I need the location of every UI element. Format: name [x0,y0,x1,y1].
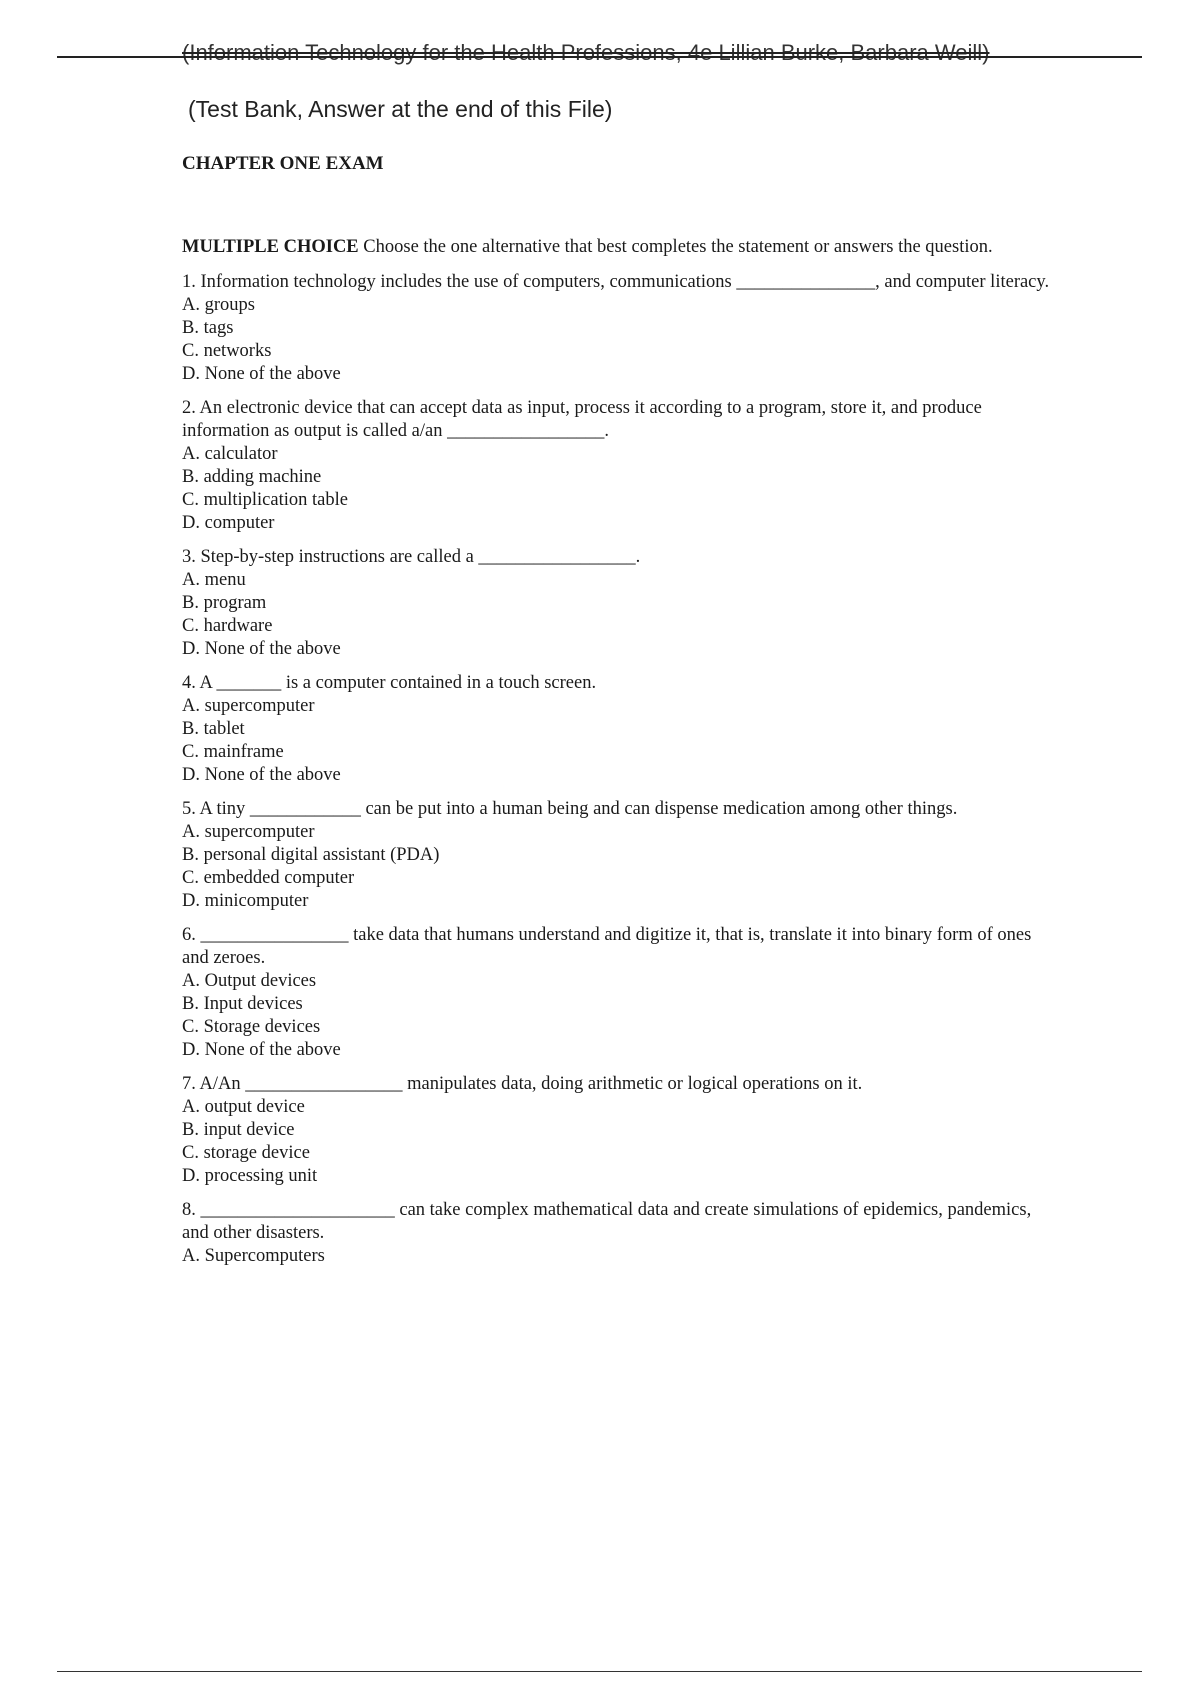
answer-option: B. personal digital assistant (PDA) [182,845,440,865]
answer-option: A. Output devices [182,971,317,991]
question [182,672,1052,787]
instructions [182,236,1052,259]
bottom-divider [57,1671,1142,1672]
answer-options [182,443,1052,535]
answer-option: D. None of the above [182,765,341,785]
question [182,1073,1052,1188]
test-bank-subtitle: (Test Bank, Answer at the end of this File) [188,96,613,122]
question [182,271,1052,386]
answer-option: C. multiplication table [182,490,348,510]
top-divider [57,56,1142,58]
question [182,1199,1052,1268]
question [182,798,1052,913]
answer-option: D. processing unit [182,1166,318,1186]
answer-option: B. adding machine [182,467,322,487]
answer-options [182,970,1052,1062]
answer-option: D. None of the above [182,639,341,659]
multiple-choice-label: MULTIPLE CHOICE [182,237,359,257]
answer-option: A. menu [182,570,246,590]
answer-options [182,1096,1052,1188]
source-citation: (Information Technology for the Health Professions, 4e Lillian Burke, Barbara Weill) [182,40,990,65]
question-stem: 2. An electronic device that can accept data as input, process it according to a program, store it, and produce information as output is called a/an _________________. [182,398,982,441]
question [182,924,1052,1062]
question-stem: 4. A _______ is a computer contained in a touch screen. [182,673,597,693]
chapter-title: CHAPTER ONE EXAM [182,153,384,174]
answer-option: A. supercomputer [182,696,315,716]
answer-option: C. hardware [182,616,273,636]
question [182,546,1052,661]
answer-option: A. supercomputer [182,822,315,842]
instructions-text: Choose the one alternative that best completes the statement or answers the question. [358,237,993,257]
question-stem: 8. _____________________ can take complex mathematical data and create simulations of epidemics, pandemics, and other disasters. [182,1200,1032,1243]
answer-option: C. storage device [182,1143,310,1163]
question-stem: 5. A tiny ____________ can be put into a human being and can dispense medication among other things. [182,799,958,819]
answer-option: D. None of the above [182,364,341,384]
answer-option: C. mainframe [182,742,284,762]
answer-option: A. output device [182,1097,305,1117]
question-stem: 1. Information technology includes the use of computers, communications _______________, and computer literacy. [182,272,1050,292]
answer-option: B. tags [182,318,234,338]
answer-option: B. Input devices [182,994,303,1014]
answer-option: C. embedded computer [182,868,355,888]
question-stem: 3. Step-by-step instructions are called a _________________. [182,547,641,567]
answer-option: B. input device [182,1120,295,1140]
answer-options [182,569,1052,661]
exam-content [182,236,1052,1279]
answer-option: B. tablet [182,719,245,739]
question-stem: 6. ________________ take data that humans understand and digitize it, that is, translate it into binary form of ones and zeroes. [182,925,1032,968]
answer-options [182,294,1052,386]
answer-options [182,821,1052,913]
answer-option: C. networks [182,341,272,361]
answer-option: D. computer [182,513,275,533]
answer-option: B. program [182,593,267,613]
answer-option: C. Storage devices [182,1017,321,1037]
answer-options [182,1245,1052,1268]
answer-option: A. groups [182,295,255,315]
question-stem: 7. A/An _________________ manipulates data, doing arithmetic or logical operations on it. [182,1074,863,1094]
question [182,397,1052,535]
answer-option: A. Supercomputers [182,1246,325,1266]
answer-options [182,695,1052,787]
answer-option: D. minicomputer [182,891,309,911]
answer-option: A. calculator [182,444,278,464]
answer-option: D. None of the above [182,1040,341,1060]
